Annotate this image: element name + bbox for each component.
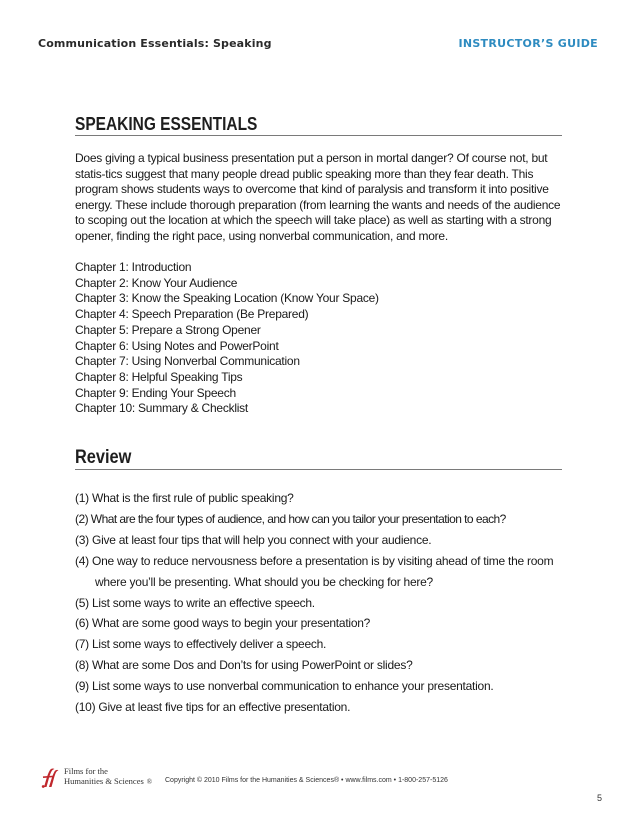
review-question: (6) What are some good ways to begin your presentation? <box>75 616 371 631</box>
chapter-item: Chapter 8: Helpful Speaking Tips <box>75 369 243 384</box>
intro-paragraph: Does giving a typical business presentation put a person in mortal danger? Of course not, but statis-tics suggest that many people dread public speaking more than they fear death. This program shows students ways to overcome that kind of paralysis and transform it into positive energy. These include thorough preparation (from learning the wants and needs of the audience to scoping out the location at which the speech will take place) as well as starting with a strong opener, finding the right pace, using nonverbal communication, and more. <box>75 151 561 243</box>
review-question-continuation: where you’ll be presenting. What should you be checking for here? <box>95 574 433 589</box>
chapter-item: Chapter 1: Introduction <box>75 260 192 274</box>
chapter-item: Chapter 5: Prepare a Strong Opener <box>75 322 261 337</box>
review-question: (7) List some ways to effectively deliver a speech. <box>75 637 327 652</box>
chapter-item: Chapter 3: Know the Speaking Location (Know Your Space) <box>75 291 379 306</box>
registered-mark: ® <box>146 778 153 786</box>
chapter-list <box>75 260 379 417</box>
review-question: (2) What are the four types of audience, and how can you tailor your presentation to each? <box>75 511 506 526</box>
review-question: (10) Give at least five tips for an effective presentation. <box>75 700 351 715</box>
review-question: (8) What are some Dos and Don’ts for using PowerPoint or slides? <box>75 658 413 673</box>
section-heading-text: Review <box>75 447 132 468</box>
review-question: (4) One way to reduce nervousness before a presentation is by visiting ahead of time the room <box>75 553 554 568</box>
chapter-item: Chapter 6: Using Notes and PowerPoint <box>75 338 279 353</box>
review-question: (1) What is the first rule of public speaking? <box>75 491 294 505</box>
brand-line-2 <box>64 776 152 787</box>
page-number: 5 <box>596 793 602 803</box>
copyright-line: Copyright © 2010 Films for the Humanities & Sciences® • www.films.com • 1-800-257-5126 <box>165 777 448 784</box>
chapter-item: Chapter 9: Ending Your Speech <box>75 385 236 400</box>
section-heading-review <box>75 448 562 470</box>
guide-label: INSTRUCTOR’S GUIDE <box>458 37 598 50</box>
chapter-item: Chapter 4: Speech Preparation (Be Prepared) <box>75 307 309 322</box>
document-title: Communication Essentials: Speaking <box>38 37 272 50</box>
review-question: (9) List some ways to use nonverbal communication to enhance your presentation. <box>75 679 494 694</box>
chapter-item: Chapter 7: Using Nonverbal Communication <box>75 354 300 369</box>
chapter-item: Chapter 2: Know Your Audience <box>75 275 238 290</box>
review-question: (3) Give at least four tips that will help you connect with your audience. <box>75 532 432 547</box>
publisher-brand <box>64 766 152 787</box>
brand-line-2-text: Humanities & Sciences <box>64 776 144 786</box>
section-heading-text: SPEAKING ESSENTIALS <box>75 114 258 134</box>
review-question: (5) List some ways to write an effective speech. <box>75 595 315 610</box>
chapter-item: Chapter 10: Summary & Checklist <box>75 401 248 416</box>
review-question-list <box>75 488 553 718</box>
brand-line-1: Films for the <box>64 766 108 776</box>
films-for-the-humanities-logo-icon <box>40 767 60 789</box>
section-heading-speaking-essentials <box>75 115 562 136</box>
